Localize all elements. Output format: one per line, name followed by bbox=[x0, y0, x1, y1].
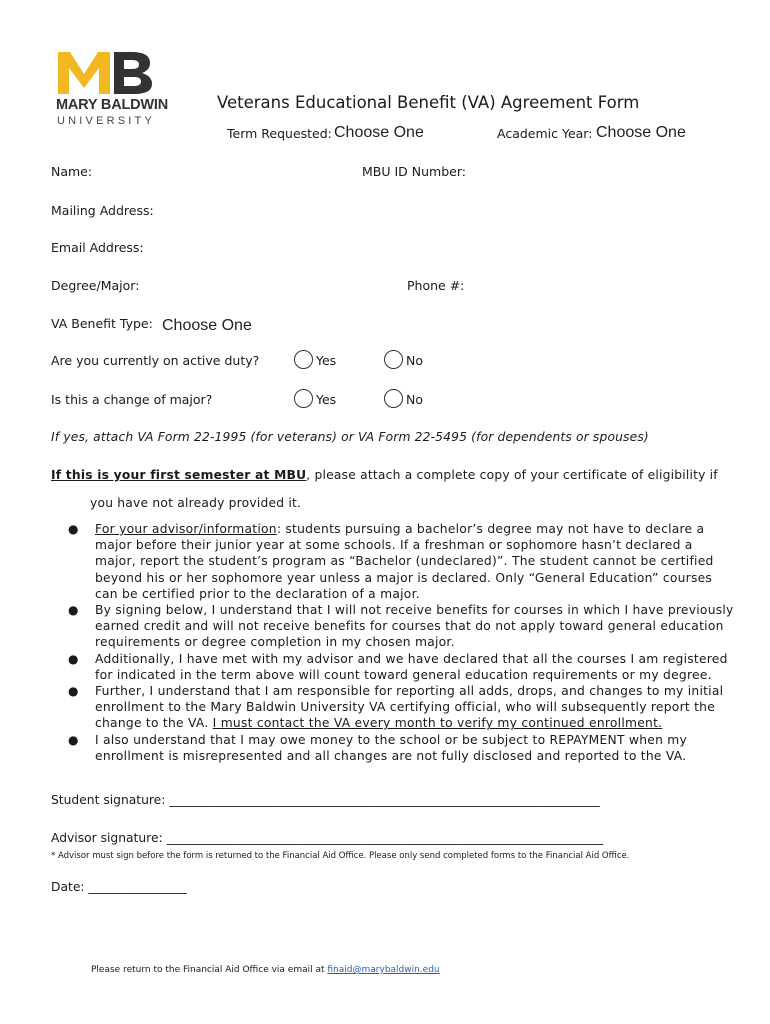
phone-field[interactable] bbox=[462, 274, 702, 294]
name-label: Name: bbox=[51, 164, 93, 179]
footer-note bbox=[91, 965, 440, 975]
active-duty-no-radio[interactable] bbox=[384, 350, 403, 369]
bullet-3-text: Additionally, I have met with my advisor and we have declared that all the courses I am registered for indicated in the term above will count toward general education requirements or my degree. bbox=[95, 651, 728, 682]
logo-line-2: UNIVERSITY bbox=[57, 115, 156, 127]
list-item bbox=[68, 683, 735, 732]
change-major-yes-radio[interactable] bbox=[294, 389, 313, 408]
mb-monogram bbox=[56, 48, 156, 96]
bullet-4-underlined: I must contact the VA every month to verify my continued enrollment. bbox=[212, 716, 663, 731]
va-benefit-label: VA Benefit Type: bbox=[51, 316, 153, 331]
list-item bbox=[68, 732, 735, 764]
bullet-icon: ● bbox=[68, 603, 79, 618]
financial-aid-email-link[interactable]: finaid@marybaldwin.edu bbox=[327, 965, 440, 975]
change-major-question: Is this a change of major? bbox=[51, 392, 213, 407]
bullet-icon: ● bbox=[68, 651, 79, 666]
bullet-icon: ● bbox=[68, 732, 79, 747]
list-item bbox=[68, 651, 735, 683]
term-dropdown[interactable]: Choose One bbox=[334, 124, 424, 141]
attach-form-note: If yes, attach VA Form 22-1995 (for veterans) or VA Form 22-5495 (for dependents or spouses) bbox=[51, 430, 649, 444]
logo-line-1: MARY BALDWIN bbox=[56, 97, 168, 113]
student-signature-line[interactable]: Student signature: ______________________________________________________________________ bbox=[51, 793, 600, 807]
date-line[interactable]: Date: ________________ bbox=[51, 880, 187, 894]
bullet-2-text: By signing below, I understand that I will not receive benefits for courses in which I have previously earned credit and will not receive benefits for courses that do not apply toward general education requirements or degree completion in my chosen major. bbox=[95, 603, 734, 650]
active-duty-yes-radio[interactable] bbox=[294, 350, 313, 369]
first-semester-rest: , please attach a complete copy of your certificate of eligibility if bbox=[306, 468, 718, 482]
academic-year-dropdown[interactable]: Choose One bbox=[596, 124, 686, 141]
mbu-id-field[interactable] bbox=[462, 160, 702, 180]
change-major-no-radio[interactable] bbox=[384, 389, 403, 408]
bullet-5-text: I also understand that I may owe money to the school or be subject to REPAYMENT when my enrollment is misrepresented and all changes are not fully disclosed and reported to the VA. bbox=[95, 732, 688, 763]
active-duty-question: Are you currently on active duty? bbox=[51, 353, 260, 368]
bullet-icon: ● bbox=[68, 684, 79, 699]
active-duty-yes-label: Yes bbox=[316, 353, 337, 368]
first-semester-note-line2: you have not already provided it. bbox=[90, 496, 302, 510]
mailing-address-label: Mailing Address: bbox=[51, 203, 154, 218]
mbu-id-label: MBU ID Number: bbox=[362, 164, 466, 179]
bullet-1-lead: For your advisor/information bbox=[95, 522, 277, 536]
first-semester-lead: If this is your first semester at MBU bbox=[51, 468, 307, 482]
change-major-no-label: No bbox=[406, 392, 423, 407]
mailing-address-field[interactable] bbox=[152, 199, 702, 219]
phone-label: Phone #: bbox=[407, 278, 465, 293]
form-title: Veterans Educational Benefit (VA) Agreement Form bbox=[217, 93, 640, 112]
list-item bbox=[68, 602, 735, 651]
advisor-signature-line[interactable]: Advisor signature: _______________________________________________________________________ bbox=[51, 831, 604, 845]
bullet-4-text: Further, I understand that I am responsible for reporting all adds, drops, and changes to my initial enrollment to the Mary Baldwin University VA certifying official, who will subsequently report the change to the VA. bbox=[95, 684, 724, 731]
bullet-1-text: : students pursuing a bachelor’s degree may not have to declare a major before their junior year at some schools. If a freshman or sophomore hasn’t declared a major, report the student’s program as “Bachelor (undeclared)”. The student cannot be certified beyond his or her sophomore year unless a major is declared. Only “General Education” courses can be certified prior to the declaration of a major. bbox=[95, 522, 714, 601]
first-semester-note bbox=[51, 468, 718, 482]
degree-major-label: Degree/Major: bbox=[51, 278, 140, 293]
university-logo bbox=[56, 48, 168, 134]
name-field[interactable] bbox=[95, 160, 345, 180]
degree-major-field[interactable] bbox=[140, 274, 390, 294]
list-item bbox=[68, 521, 735, 602]
advisor-signature-note: * Advisor must sign before the form is returned to the Financial Aid Office. Please only send completed forms to the Financial Aid Office. bbox=[51, 851, 630, 861]
term-label: Term Requested: bbox=[227, 126, 332, 141]
bullet-icon: ● bbox=[68, 522, 79, 536]
email-field[interactable] bbox=[140, 236, 700, 256]
academic-year-label: Academic Year: bbox=[497, 126, 593, 141]
active-duty-no-label: No bbox=[406, 353, 423, 368]
change-major-yes-label: Yes bbox=[316, 392, 337, 407]
footer-text: Please return to the Financial Aid Office via email at bbox=[91, 965, 328, 975]
va-benefit-dropdown[interactable]: Choose One bbox=[162, 317, 252, 334]
acknowledgement-list bbox=[57, 521, 735, 764]
email-label: Email Address: bbox=[51, 240, 144, 255]
